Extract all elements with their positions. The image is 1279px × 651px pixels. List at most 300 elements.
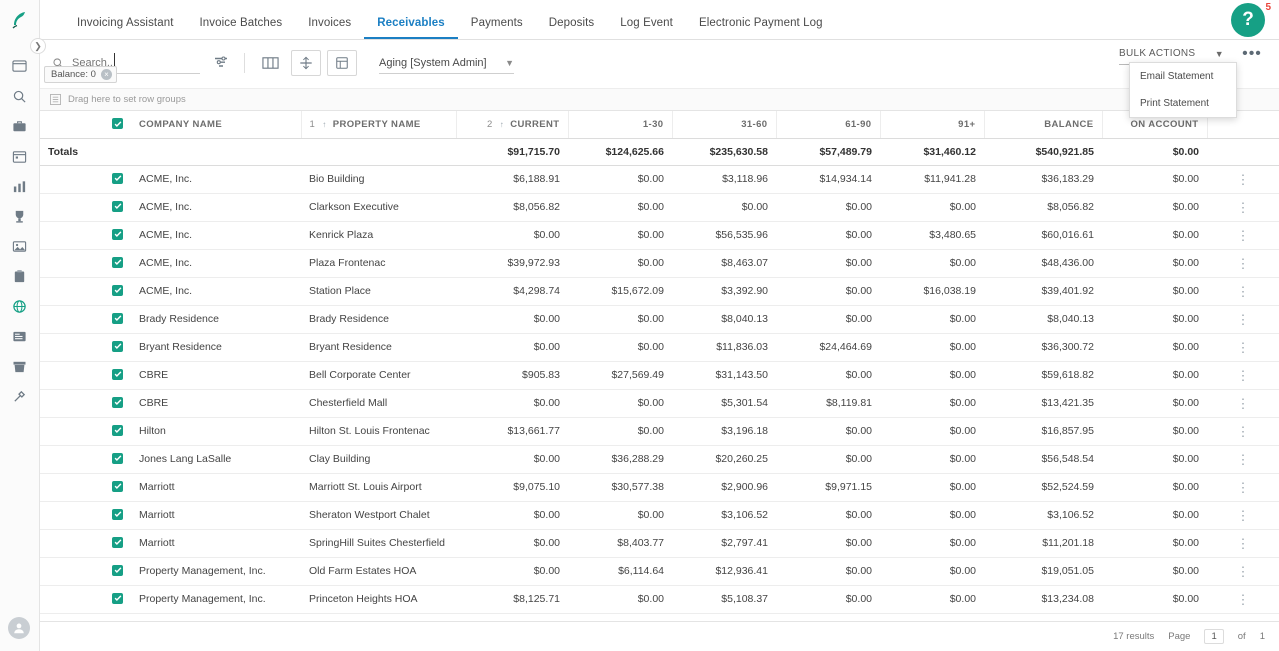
row-select-checkbox[interactable] [86,333,131,361]
cell-1-30: $0.00 [568,389,672,417]
cell-1-30 [568,613,672,621]
cell-current: $0.00 [456,445,568,473]
group-icon [50,94,61,105]
toolbar [40,40,1279,86]
header-61-90[interactable]: 61-90 [776,111,880,138]
cell-balance: $13,421.35 [984,389,1102,417]
row-select-checkbox[interactable] [86,529,131,557]
cell-balance: $13,234.08 [984,585,1102,613]
cell-property-name: Princeton Heights HOA [301,585,456,613]
cell-balance: $60,016.61 [984,221,1102,249]
filter-icon[interactable] [206,48,236,78]
table-body [40,138,1279,621]
page-total: 1 [1259,631,1265,642]
cell-61-90: $0.00 [776,585,880,613]
row-group-dropzone[interactable] [40,88,1279,111]
cell-1-30: $6,114.64 [568,557,672,585]
grid-footer [40,621,1279,651]
export-icon[interactable] [327,50,357,76]
checkbox-icon[interactable] [112,118,123,129]
checkbox-icon[interactable] [112,425,123,436]
cell-31-60: $11,836.03 [672,333,776,361]
filter-chip-label: Balance: 0 [51,69,96,80]
cell-31-60: $2,797.41 [672,529,776,557]
totals-91-plus: $31,460.12 [880,138,984,165]
header-company-name[interactable] [131,111,301,138]
row-actions-menu[interactable]: ⋮ [1207,389,1279,417]
cell-31-60: $12,936.41 [672,557,776,585]
sort-asc-icon: ↑ [322,119,327,129]
cell-91-plus: $0.00 [880,333,984,361]
row-actions-menu[interactable]: ⋮ [1207,249,1279,277]
checkbox-icon[interactable] [112,537,123,548]
row-actions-menu[interactable] [1207,613,1279,621]
cell-balance: $8,040.13 [984,305,1102,333]
header-select-all[interactable] [86,111,131,138]
row-spacer [40,417,86,445]
cell-company-name: CBRE [131,389,301,417]
cell-on-account: $0.00 [1102,445,1207,473]
row-select-checkbox[interactable] [86,417,131,445]
table-row[interactable] [40,305,1279,333]
cell-61-90: $0.00 [776,193,880,221]
cell-91-plus: $0.00 [880,557,984,585]
checkbox-icon[interactable] [112,285,123,296]
row-actions-menu[interactable]: ⋮ [1207,473,1279,501]
table-row[interactable] [40,445,1279,473]
cell-company-name: Hilton [131,417,301,445]
cell-31-60: $3,106.52 [672,501,776,529]
row-actions-menu[interactable]: ⋮ [1207,557,1279,585]
close-icon[interactable]: × [101,69,112,80]
cell-company-name: ACME, Inc. [131,193,301,221]
cell-current: $0.00 [456,305,568,333]
checkbox-icon[interactable] [112,593,123,604]
cell-91-plus: $0.00 [880,445,984,473]
checkbox-icon[interactable] [112,509,123,520]
checkbox-icon[interactable] [112,201,123,212]
cell-balance: $19,051.05 [984,557,1102,585]
cell-91-plus: $0.00 [880,193,984,221]
left-rail [0,0,40,651]
table-row[interactable] [40,361,1279,389]
cell-current [456,613,568,621]
header-31-60[interactable]: 31-60 [672,111,776,138]
header-balance[interactable]: BALANCE [984,111,1102,138]
cell-balance: $36,300.72 [984,333,1102,361]
checkbox-icon[interactable] [112,313,123,324]
cell-91-plus: $0.00 [880,389,984,417]
filter-chip-row [44,66,117,83]
row-select-checkbox[interactable] [86,305,131,333]
cell-current: $905.83 [456,361,568,389]
row-spacer [40,333,86,361]
top-nav [40,0,1279,40]
cell-1-30: $0.00 [568,333,672,361]
cell-31-60: $2,900.96 [672,473,776,501]
cell-balance: $52,524.59 [984,473,1102,501]
user-avatar[interactable] [8,617,30,639]
cell-property-name: Bio Building [301,165,456,193]
row-actions-menu[interactable]: ⋮ [1207,501,1279,529]
row-select-checkbox[interactable] [86,473,131,501]
row-spacer [40,557,86,585]
cell-on-account: $0.00 [1102,361,1207,389]
cell-property-name: Bryant Residence [301,333,456,361]
cell-on-account: $0.00 [1102,305,1207,333]
chevron-down-icon: ▼ [1214,48,1224,59]
cell-current: $0.00 [456,333,568,361]
cell-1-30: $8,403.77 [568,529,672,557]
cell-31-60: $8,463.07 [672,249,776,277]
cell-company-name: Property Management, Inc. [131,585,301,613]
row-actions-menu[interactable]: ⋮ [1207,445,1279,473]
cell-on-account: $0.00 [1102,557,1207,585]
header-label: PROPERTY NAME [332,118,421,130]
row-actions-menu[interactable]: ⋮ [1207,417,1279,445]
row-select-checkbox[interactable] [86,193,131,221]
cell-1-30: $0.00 [568,501,672,529]
cell-91-plus: $11,941.28 [880,165,984,193]
clipboard-icon[interactable] [0,261,40,291]
table-row[interactable] [40,389,1279,417]
cell-current: $0.00 [456,529,568,557]
filter-chip-balance[interactable] [44,66,117,83]
cell-property-name: Sheraton Westport Chalet [301,501,456,529]
cell-property-name: Brady Residence [301,305,456,333]
cell-61-90: $9,971.15 [776,473,880,501]
cell-property-name: Kenrick Plaza [301,221,456,249]
cell-current: $0.00 [456,221,568,249]
table-row[interactable] [40,221,1279,249]
cell-on-account: $0.00 [1102,277,1207,305]
cell-1-30: $30,577.38 [568,473,672,501]
menu-item-print-statement[interactable]: Print Statement [1140,98,1209,109]
help-badge: 5 [1265,2,1271,13]
cell-1-30: $0.00 [568,417,672,445]
cell-1-30: $0.00 [568,221,672,249]
columns-icon[interactable] [255,48,285,78]
cell-1-30: $0.00 [568,249,672,277]
image-icon[interactable] [0,231,40,261]
row-spacer [40,361,86,389]
totals-current: $91,715.70 [456,138,568,165]
cell-61-90: $0.00 [776,445,880,473]
table-row[interactable] [40,417,1279,445]
row-actions-menu[interactable]: ⋮ [1207,529,1279,557]
rail-expand-icon[interactable]: ❯ [30,38,46,54]
cell-on-account: $0.00 [1102,165,1207,193]
cell-company-name [131,613,301,621]
nav-tab-invoicing-assistant[interactable]: Invoicing Assistant [77,17,174,29]
cell-company-name: ACME, Inc. [131,221,301,249]
sort-index-2: 2 [487,118,493,130]
nav-tab-payments[interactable]: Payments [470,17,523,29]
cell-1-30: $27,569.49 [568,361,672,389]
cell-61-90 [776,613,880,621]
header-spacer [40,111,86,138]
cell-property-name: Old Farm Estates HOA [301,557,456,585]
cell-91-plus: $3,480.65 [880,221,984,249]
receivables-grid [40,111,1279,621]
cell-1-30: $0.00 [568,585,672,613]
cell-company-name: ACME, Inc. [131,165,301,193]
cell-balance: $59,618.82 [984,361,1102,389]
cell-on-account: $0.00 [1102,333,1207,361]
table-row[interactable] [40,165,1279,193]
cell-property-name: Clay Building [301,445,456,473]
checkbox-icon[interactable] [112,257,123,268]
dashboard-icon[interactable] [0,51,40,81]
row-actions-menu[interactable]: ⋮ [1207,277,1279,305]
cell-on-account: $0.00 [1102,417,1207,445]
cell-balance: $48,436.00 [984,249,1102,277]
table-row[interactable] [40,557,1279,585]
row-actions-menu[interactable]: ⋮ [1207,585,1279,613]
cell-property-name: Bell Corporate Center [301,361,456,389]
row-select-checkbox[interactable] [86,389,131,417]
page-number-input[interactable]: 1 [1204,629,1223,644]
row-actions-menu[interactable]: ⋮ [1207,361,1279,389]
cell-current: $0.00 [456,389,568,417]
cell-company-name: Bryant Residence [131,333,301,361]
row-select-checkbox[interactable] [86,557,131,585]
aging-select[interactable] [379,52,514,74]
cell-company-name: Property Management, Inc. [131,557,301,585]
trophy-icon[interactable] [0,201,40,231]
row-spacer [40,445,86,473]
cell-balance: $36,183.29 [984,165,1102,193]
chevron-down-icon: ▼ [505,57,514,68]
cell-61-90: $14,934.14 [776,165,880,193]
checkbox-icon[interactable] [112,173,123,184]
cell-31-60: $5,301.54 [672,389,776,417]
cell-31-60: $0.00 [672,193,776,221]
row-select-checkbox[interactable] [86,361,131,389]
cell-on-account: $0.00 [1102,389,1207,417]
cell-on-account: $0.00 [1102,473,1207,501]
cell-1-30: $15,672.09 [568,277,672,305]
cell-61-90: $0.00 [776,501,880,529]
cell-91-plus: $0.00 [880,249,984,277]
table-row[interactable] [40,501,1279,529]
header-property-name[interactable] [301,111,456,138]
cell-61-90: $8,119.81 [776,389,880,417]
receivables-table [40,111,1279,621]
cell-91-plus: $0.00 [880,529,984,557]
cell-91-plus [880,613,984,621]
checkbox-icon[interactable] [112,341,123,352]
cell-61-90: $0.00 [776,529,880,557]
row-spacer [40,585,86,613]
checkbox-icon[interactable] [112,565,123,576]
cell-on-account: $0.00 [1102,585,1207,613]
cell-61-90: $0.00 [776,249,880,277]
app-logo-icon [6,7,34,35]
cell-balance: $16,857.95 [984,417,1102,445]
row-actions-menu[interactable]: ⋮ [1207,165,1279,193]
row-spacer [40,389,86,417]
reports-icon[interactable] [0,171,40,201]
toolbar-divider [244,53,245,73]
cell-31-60: $8,040.13 [672,305,776,333]
row-spacer [40,305,86,333]
cell-91-plus: $16,038.19 [880,277,984,305]
page-of-label: of [1237,631,1246,642]
cell-property-name: Station Place [301,277,456,305]
cell-company-name: Marriott [131,473,301,501]
checkbox-icon[interactable] [112,369,123,380]
cell-on-account: $0.00 [1102,501,1207,529]
row-actions-menu[interactable]: ⋮ [1207,305,1279,333]
table-row[interactable] [40,613,1279,621]
cell-property-name: SpringHill Suites Chesterfield [301,529,456,557]
table-row[interactable] [40,529,1279,557]
menu-item-email-statement[interactable]: Email Statement [1140,71,1214,82]
row-actions-menu[interactable]: ⋮ [1207,221,1279,249]
cell-31-60: $3,392.90 [672,277,776,305]
cell-91-plus: $0.00 [880,305,984,333]
sort-index-1: 1 [309,118,316,130]
cell-current: $13,661.77 [456,417,568,445]
cell-property-name: Hilton St. Louis Frontenac [301,417,456,445]
header-1-30[interactable]: 1-30 [568,111,672,138]
row-spacer [40,529,86,557]
row-select-checkbox[interactable] [86,445,131,473]
expand-rows-icon[interactable] [291,50,321,76]
cell-company-name: Jones Lang LaSalle [131,445,301,473]
cell-91-plus: $0.00 [880,501,984,529]
table-row[interactable] [40,249,1279,277]
checkbox-icon[interactable] [112,453,123,464]
row-spacer [40,193,86,221]
cell-company-name: ACME, Inc. [131,277,301,305]
row-select-checkbox[interactable] [86,585,131,613]
cell-on-account: $0.00 [1102,249,1207,277]
totals-61-90: $57,489.79 [776,138,880,165]
row-select-checkbox[interactable] [86,221,131,249]
cell-31-60: $3,118.96 [672,165,776,193]
results-count: 17 results [1113,631,1155,642]
totals-31-60: $235,630.58 [672,138,776,165]
cell-on-account: $0.00 [1102,193,1207,221]
table-row[interactable] [40,333,1279,361]
cell-balance [984,613,1102,621]
header-label: CURRENT [510,118,560,130]
nav-tab-log-event[interactable]: Log Event [620,17,673,29]
search-icon[interactable] [0,81,40,111]
row-spacer [40,501,86,529]
row-select-checkbox[interactable] [86,613,131,621]
cell-1-30: $36,288.29 [568,445,672,473]
cell-31-60: $20,260.25 [672,445,776,473]
cell-current: $9,075.10 [456,473,568,501]
cell-balance: $56,548.54 [984,445,1102,473]
cell-current: $6,188.91 [456,165,568,193]
cell-1-30: $0.00 [568,305,672,333]
row-group-hint: Drag here to set row groups [68,94,186,105]
help-button[interactable]: ? [1231,3,1265,37]
checkbox-icon[interactable] [112,397,123,408]
cell-61-90: $0.00 [776,417,880,445]
row-select-checkbox[interactable] [86,277,131,305]
header-on-account[interactable]: ON ACCOUNT [1102,111,1207,138]
totals-balance: $540,921.85 [984,138,1102,165]
cell-on-account [1102,613,1207,621]
table-row[interactable] [40,193,1279,221]
checkbox-icon[interactable] [112,481,123,492]
cell-current: $39,972.93 [456,249,568,277]
totals-on-account: $0.00 [1102,138,1207,165]
nav-tab-electronic-payment-log[interactable]: Electronic Payment Log [698,17,823,29]
table-row[interactable] [40,277,1279,305]
cell-91-plus: $0.00 [880,473,984,501]
tools-icon[interactable] [0,381,40,411]
table-row[interactable] [40,585,1279,613]
row-actions-menu[interactable]: ⋮ [1207,193,1279,221]
cell-31-60: $5,108.37 [672,585,776,613]
cell-61-90: $0.00 [776,277,880,305]
globe-icon[interactable] [0,291,40,321]
archive-icon[interactable] [0,351,40,381]
row-spacer [40,249,86,277]
header-91-plus[interactable]: 91+ [880,111,984,138]
checkbox-icon[interactable] [112,229,123,240]
cell-31-60: $56,535.96 [672,221,776,249]
cell-current: $4,298.74 [456,277,568,305]
cell-91-plus: $0.00 [880,361,984,389]
totals-label: Totals [40,138,131,165]
row-spacer [40,613,86,621]
cell-61-90: $0.00 [776,221,880,249]
nav-tab-deposits[interactable]: Deposits [548,17,595,29]
totals-1-30: $124,625.66 [568,138,672,165]
row-select-checkbox[interactable] [86,249,131,277]
calendar-icon[interactable] [0,141,40,171]
aging-select-value: Aging [System Admin] [379,56,487,69]
sort-asc-icon: ↑ [499,119,505,129]
cell-property-name: Chesterfield Mall [301,389,456,417]
cell-company-name: Marriott [131,501,301,529]
cell-1-30: $0.00 [568,165,672,193]
cell-company-name: Brady Residence [131,305,301,333]
page-label: Page [1168,631,1191,642]
news-icon[interactable] [0,321,40,351]
row-actions-menu[interactable]: ⋮ [1207,333,1279,361]
cell-property-name: Marriott St. Louis Airport [301,473,456,501]
bulk-actions-menu [1129,62,1237,118]
briefcase-icon[interactable] [0,111,40,141]
header-label: COMPANY NAME [139,118,223,130]
bulk-actions-label: BULK ACTIONS [1119,48,1196,59]
nav-tab-invoices[interactable]: Invoices [308,17,352,29]
nav-tab-invoice-batches[interactable]: Invoice Batches [199,17,283,29]
cell-61-90: $0.00 [776,361,880,389]
row-select-checkbox[interactable] [86,165,131,193]
cell-31-60 [672,613,776,621]
overflow-menu-button[interactable]: ••• [1242,45,1262,62]
cell-61-90: $0.00 [776,305,880,333]
cell-company-name: ACME, Inc. [131,249,301,277]
table-row[interactable] [40,473,1279,501]
header-current[interactable] [456,111,568,138]
cell-current: $8,125.71 [456,585,568,613]
row-select-checkbox[interactable] [86,501,131,529]
cell-1-30: $0.00 [568,193,672,221]
cell-property-name: Clarkson Executive [301,193,456,221]
nav-tab-receivables[interactable]: Receivables [364,17,458,39]
rail-icon-list [0,51,39,411]
